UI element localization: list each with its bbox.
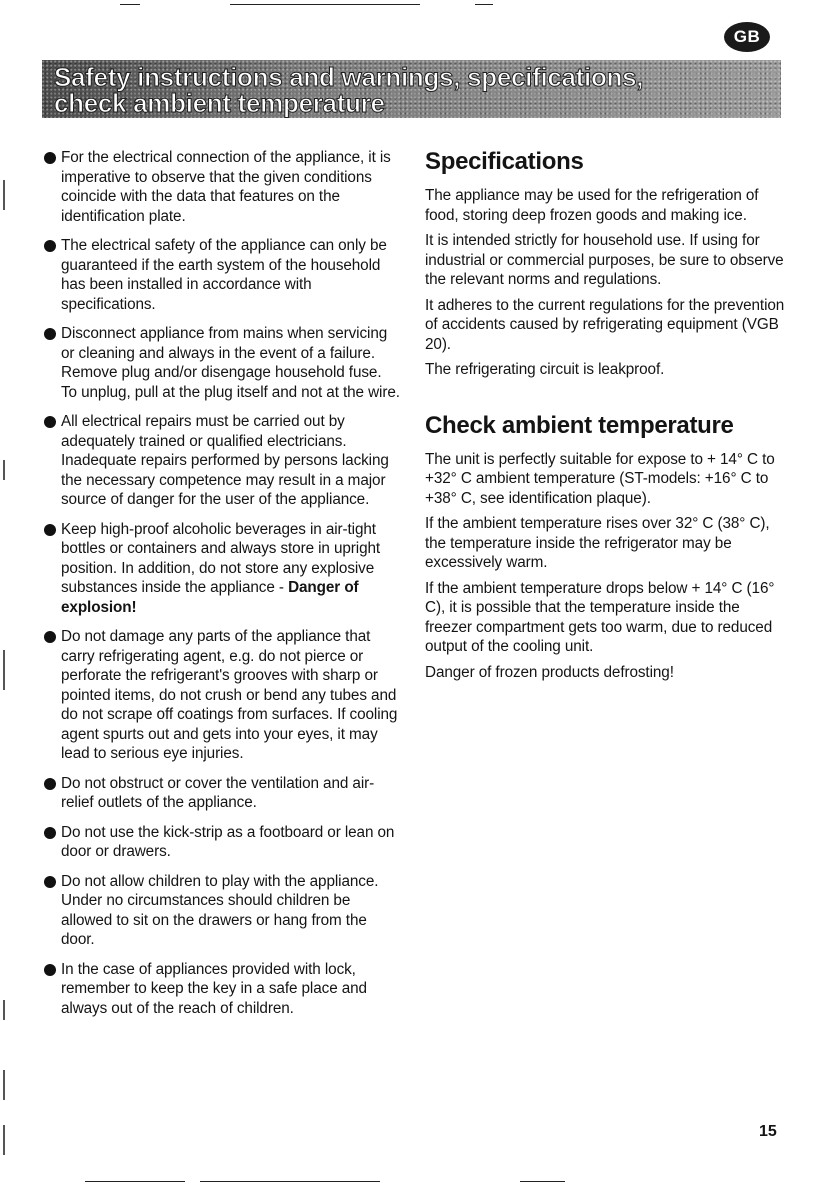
specifications-paragraph: The appliance may be used for the refrigeration of food, storing deep frozen goods and making ice. xyxy=(425,187,759,224)
bullet-icon xyxy=(44,328,56,340)
top-edge-line xyxy=(230,4,420,5)
bottom-edge-line xyxy=(200,1181,380,1182)
top-edge-line xyxy=(475,4,493,5)
ambient-paragraph: If the ambient temperature drops below + 14° C (16° C), it is possible that the temperature inside the freezer compartment gets too warm, due to reduced output of the cooling unit. xyxy=(425,579,775,655)
bullet-icon xyxy=(44,876,56,888)
list-item xyxy=(44,774,400,813)
list-item-text: Do not obstruct or cover the ventilation and air-relief outlets of the appliance. xyxy=(61,774,375,811)
bullet-icon xyxy=(44,827,56,839)
list-item-text: Disconnect appliance from mains when servicing or cleaning and always in the event of a failure. Remove plug and/or disengage household fuse. To unplug, pull at the plug itself and not at the wire. xyxy=(61,325,400,401)
list-item-text: Do not damage any parts of the appliance that carry refrigerating agent, e.g. do not pierce or perforate the refrigerant's grooves with sharp or pointed items, do not crush or bend any tubes and do not scrape off coatings from surfaces. If cooling agent spurts out and gets into your eyes, it may lead to serious eye injuries. xyxy=(61,628,398,762)
list-item xyxy=(44,520,400,618)
bottom-edge-line xyxy=(85,1181,185,1182)
bullet-icon xyxy=(44,524,56,536)
left-edge-tick xyxy=(3,1000,5,1020)
list-item xyxy=(44,236,400,314)
explosion-warning: Danger of explosion! xyxy=(61,579,359,616)
list-item-text: Do not allow children to play with the appliance. Under no circumstances should children be allowed to sit on the drawers or hang from the door. xyxy=(61,872,379,948)
list-item xyxy=(44,324,400,402)
bullet-icon xyxy=(44,778,56,790)
left-edge-tick xyxy=(3,1125,5,1155)
top-edge-line xyxy=(120,4,140,5)
list-item-text: In the case of appliances provided with lock, remember to keep the key in a safe place and always out of the reach of children. xyxy=(61,960,367,1017)
list-item-text: The electrical safety of the appliance can only be guaranteed if the earth system of the household has been installed in accordance with specifications. xyxy=(61,237,387,313)
ambient-paragraph: The unit is perfectly suitable for expose to + 14° C to +32° C ambient temperature (ST-models: +16° C to +38° C, see identification plaque). xyxy=(425,450,775,507)
list-item-text: All electrical repairs must be carried out by adequately trained or qualified electricians. Inadequate repairs performed by persons lacking the necessary competence may result in a major source of danger for the user of the appliance. xyxy=(61,413,389,508)
list-item xyxy=(44,872,400,950)
bullet-icon xyxy=(44,964,56,976)
list-item xyxy=(44,148,400,226)
ambient-paragraph: If the ambient temperature rises over 32° C (38° C), the temperature inside the refrigerator may be excessively warm. xyxy=(425,515,770,571)
safety-instructions-list xyxy=(44,148,400,1028)
section-banner xyxy=(42,60,781,118)
left-edge-tick xyxy=(3,180,5,210)
list-item xyxy=(44,823,400,862)
banner-title-line-2: check ambient temperature xyxy=(54,88,385,118)
ambient-warning: Danger of frozen products defrosting! xyxy=(425,663,674,681)
specifications-paragraph: The refrigerating circuit is leakproof. xyxy=(425,361,665,378)
left-edge-tick xyxy=(3,460,5,480)
list-item-text: For the electrical connection of the appliance, it is imperative to observe that the given conditions coincide with the data that features on the identification plate. xyxy=(61,149,391,225)
bottom-edge-line xyxy=(520,1181,565,1182)
ambient-temperature-heading: Check ambient temperature xyxy=(425,411,734,439)
list-item xyxy=(44,412,400,510)
list-item xyxy=(44,627,400,764)
page-number: 15 xyxy=(759,1123,777,1140)
specifications-heading: Specifications xyxy=(425,148,584,175)
specifications-paragraph: It adheres to the current regulations for the prevention of accidents caused by refrigerating equipment (VGB 20). xyxy=(425,296,785,353)
right-column xyxy=(425,148,785,688)
country-code-badge: GB xyxy=(724,22,770,52)
specifications-paragraph: It is intended strictly for household use. If using for industrial or commercial purposes, be sure to observe the relevant norms and regulations. xyxy=(425,232,784,288)
bullet-icon xyxy=(44,152,56,164)
bullet-icon xyxy=(44,240,56,252)
left-edge-tick xyxy=(3,650,5,690)
list-item xyxy=(44,960,400,1019)
bullet-icon xyxy=(44,416,56,428)
left-edge-tick xyxy=(3,1070,5,1100)
banner-title-line-1: Safety instructions and warnings, specifications, xyxy=(54,62,644,92)
bullet-icon xyxy=(44,631,56,643)
list-item-text: Keep high-proof alcoholic beverages in air-tight bottles or containers and always store in upright position. In addition, do not store any explosive substances inside the appliance - xyxy=(61,520,381,596)
list-item-text: Do not use the kick-strip as a footboard or lean on door or drawers. xyxy=(61,823,395,860)
